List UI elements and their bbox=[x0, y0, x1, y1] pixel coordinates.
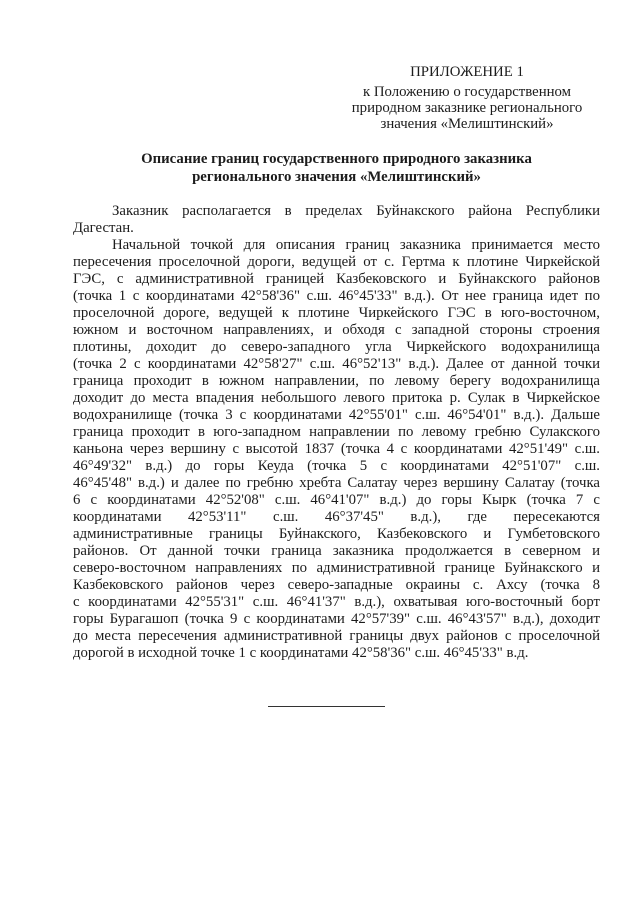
document-body bbox=[73, 203, 600, 662]
body-line: дорогой в исходной точке 1 с координатами 42°58'36" с.ш. 46°45'33" в.д. bbox=[73, 645, 529, 661]
body-line: районов. От данной точки граница заказника продолжается в северном и bbox=[73, 543, 600, 559]
body-line: доходит до места впадения небольшого левого притока р. Сулак в Чиркейское bbox=[73, 390, 600, 406]
body-line: пересечения проселочной дороги, ведущей от с. Гертма к плотине Чиркейской bbox=[73, 254, 600, 270]
body-line: Заказник располагается в пределах Буйнакского района Республики bbox=[112, 203, 600, 219]
body-line: граница проходит в южном направлении, по левому берегу водохранилища bbox=[73, 373, 600, 389]
paragraph-location bbox=[73, 203, 600, 237]
body-line: граница проходит в юго-западном направлении по левому гребню Сулакского bbox=[73, 424, 600, 440]
body-line: водохранилище (точка 3 с координатами 42°55'01" с.ш. 46°54'01" в.д.). Дальше bbox=[73, 407, 600, 423]
document-title bbox=[73, 150, 600, 186]
body-line: 6 с координатами 42°52'08" с.ш. 46°41'07" в.д.) до горы Кырк (точка 7 с bbox=[73, 492, 600, 508]
body-line: 46°45'48" в.д.) и далее по гребню хребта Салатау через вершину Салатау (точка bbox=[73, 475, 600, 491]
body-line: Начальной точкой для описания границ заказника принимается место bbox=[112, 237, 600, 253]
appendix-line: значения «Мелиштинский» bbox=[380, 116, 554, 132]
body-line: с координатами 42°55'31" с.ш. 46°41'37" в.д.), охватывая юго-восточный борт bbox=[73, 594, 600, 610]
body-line: Дагестан. bbox=[73, 220, 134, 236]
paragraph-boundaries bbox=[73, 237, 600, 662]
body-line: административные границы Буйнакского, Казбековского и Гумбетовского bbox=[73, 526, 600, 542]
body-line: Казбековского районов через северо-западные окраины с. Ахсу (точка 8 bbox=[73, 577, 600, 593]
body-line: плотины, доходит до северо-западного угла Чиркейского водохранилища bbox=[73, 339, 600, 355]
body-line: каньона через вершину с высотой 1837 (точка 4 с координатами 42°51'49" с.ш. bbox=[73, 441, 600, 457]
appendix-line: к Положению о государственном bbox=[362, 84, 572, 100]
body-line: горы Бурагашоп (точка 9 с координатами 42°57'39" с.ш. 46°43'57" в.д.), доходит bbox=[73, 611, 600, 627]
body-line: северо-восточном направлениях по административной границе Буйнакского и bbox=[73, 560, 600, 576]
appendix-reference bbox=[347, 84, 587, 132]
body-line: 46°49'32" в.д.) до горы Кеуда (точка 5 с координатами 42°51'07" с.ш. bbox=[73, 458, 600, 474]
body-line: проселочной дороге, ведущей к плотине Чиркейского ГЭС в юго-восточном, bbox=[73, 305, 600, 321]
title-line: Описание границ государственного природного заказника bbox=[141, 151, 532, 167]
end-divider-line bbox=[268, 706, 385, 707]
body-line: (точка 2 с координатами 42°58'27" с.ш. 46°52'13" в.д.). Далее от данной точки bbox=[73, 356, 600, 372]
body-line: (точка 1 с координатами 42°58'36" с.ш. 46°45'33" в.д.). От нее граница идет по bbox=[73, 288, 600, 304]
appendix-label: ПРИЛОЖЕНИЕ 1 bbox=[410, 64, 524, 80]
appendix-line: природном заказнике регионального bbox=[351, 100, 583, 116]
body-line: до места пересечения административной границы двух районов с проселочной bbox=[73, 628, 600, 644]
title-line: регионального значения «Мелиштинский» bbox=[192, 169, 481, 185]
body-line: южном и восточном направлениях, и обходя с западной стороны строения bbox=[73, 322, 600, 338]
body-line: ГЭС, с административной границей Казбековского и Буйнакского районов bbox=[73, 271, 600, 287]
body-line: координатами 42°53'11" с.ш. 46°37'45" в.д.), где пересекаются bbox=[73, 509, 600, 525]
